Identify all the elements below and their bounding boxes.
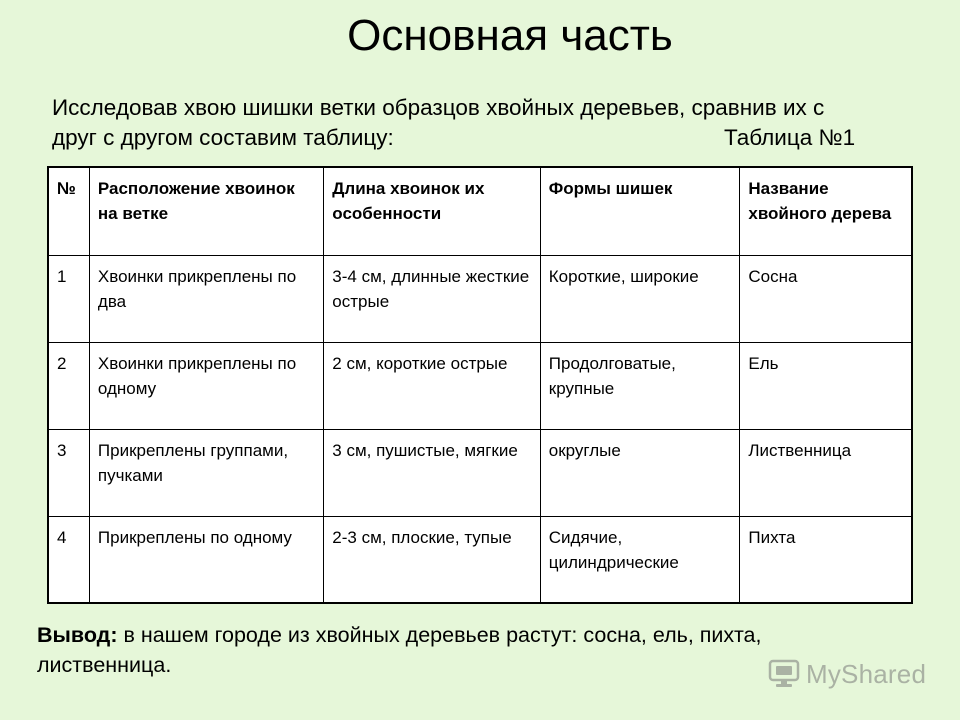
table-row	[48, 516, 912, 603]
cell-number: 2	[48, 342, 89, 429]
header-needle-arrangement: Расположение хвоинок на ветке	[89, 167, 323, 255]
watermark	[768, 654, 926, 694]
cell-cone-shape: Продолговатые, крупные	[540, 342, 740, 429]
cell-number: 1	[48, 255, 89, 342]
header-tree-name: Название хвойного дерева	[740, 167, 912, 255]
cell-cone-shape: Сидячие, цилиндрические	[540, 516, 740, 603]
conclusion-body: в нашем городе из хвойных деревьев растут: сосна, ель, пихта, лиственница.	[37, 623, 762, 677]
table-header-row	[48, 167, 912, 255]
cell-number: 3	[48, 429, 89, 516]
watermark-text: MyShared	[806, 658, 927, 689]
slide-title: Основная часть	[347, 11, 673, 60]
intro-text	[52, 93, 882, 153]
comparison-table	[47, 166, 913, 604]
cell-needle-arrangement: Хвоинки прикреплены по одному	[89, 342, 323, 429]
header-number: №	[48, 167, 89, 255]
conclusion-label: Вывод:	[37, 623, 118, 647]
cell-needle-length: 3 см, пушистые, мягкие	[324, 429, 541, 516]
cell-tree-name: Лиственница	[740, 429, 912, 516]
intro-line-1: Исследовав хвою шишки ветки образцов хвойных деревьев, сравнив их с	[52, 95, 825, 120]
cell-tree-name: Ель	[740, 342, 912, 429]
cell-cone-shape: Короткие, широкие	[540, 255, 740, 342]
cell-needle-arrangement: Прикреплены группами, пучками	[89, 429, 323, 516]
cell-tree-name: Пихта	[740, 516, 912, 603]
cell-needle-length: 2-3 см, плоские, тупые	[324, 516, 541, 603]
cell-number: 4	[48, 516, 89, 603]
cell-needle-arrangement: Прикреплены по одному	[89, 516, 323, 603]
cell-needle-arrangement: Хвоинки прикреплены по два	[89, 255, 323, 342]
intro-line-2: друг с другом составим таблицу:	[52, 125, 394, 150]
cell-cone-shape: округлые	[540, 429, 740, 516]
myshared-logo-icon	[768, 658, 800, 690]
table-row	[48, 255, 912, 342]
header-cone-shape: Формы шишек	[540, 167, 740, 255]
table-row	[48, 429, 912, 516]
cell-tree-name: Сосна	[740, 255, 912, 342]
cell-needle-length: 3-4 см, длинные жесткие острые	[324, 255, 541, 342]
table-row	[48, 342, 912, 429]
table-number-label: Таблица №1	[724, 125, 856, 150]
header-needle-length: Длина хвоинок их особенности	[324, 167, 541, 255]
cell-needle-length: 2 см, короткие острые	[324, 342, 541, 429]
